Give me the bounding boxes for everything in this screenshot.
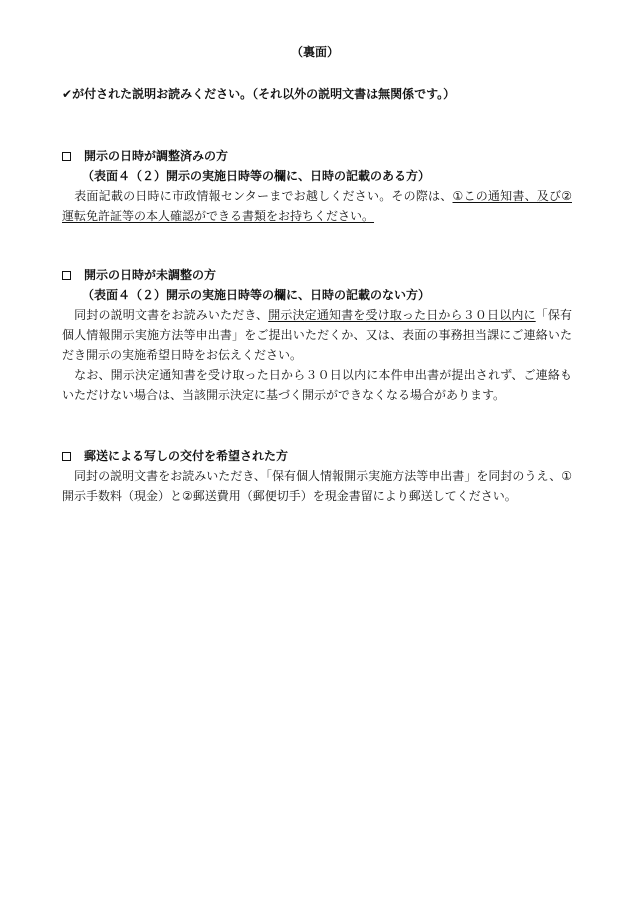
section-heading-text: 郵送による写しの交付を希望された方 [84, 449, 289, 463]
section-paragraph [62, 186, 572, 226]
section-schedule-not-arranged [62, 265, 572, 405]
section-heading [62, 146, 572, 166]
section-paragraph: なお、開示決定通知書を受け取った日から３０日以内に本件申出書が提出されず、ご連絡もいただけない場合は、当該開示決定に基づく開示ができなくなる場合があります。 [62, 368, 572, 402]
underlined-text: 開示決定通知書を受け取った日から３０日以内に [268, 308, 536, 322]
checkmark-icon: ✔ [62, 87, 73, 101]
underlined-text: ①この通知書、及び②運転免許証等の本人確認ができる書類をお持ちください。 [62, 189, 572, 223]
section-subheading: （表面４（２）開示の実施日時等の欄に、日時の記載のない方） [82, 288, 431, 302]
section-heading [62, 265, 572, 285]
section-copy-by-mail [62, 446, 572, 506]
checkbox-icon [62, 152, 71, 161]
paragraph-text: 同封の説明文書をお読みいただき、 [62, 308, 269, 322]
intro-text: が付された説明お読みください。（それ以外の説明文書は無関係です。） [72, 87, 456, 101]
section-paragraph: 同封の説明文書をお読みいただき、「保有個人情報開示実施方法等申出書」を同封のうえ、①開示手数料（現金）と②郵送費用（郵便切手）を現金書留により郵送してください。 [62, 469, 572, 503]
paragraph-text: 「保有個人情報開示実施方法等申出書」をご提出いただくか、又は、表面の事務担当課にご連絡いただき開示の実施希望日時をお伝えください。 [62, 308, 572, 362]
section-subheading: （表面４（２）開示の実施日時等の欄に、日時の記載のある方） [82, 169, 431, 183]
section-heading [62, 446, 572, 466]
checkbox-icon [62, 452, 71, 461]
back-side-title: （裏面） [290, 45, 339, 59]
paragraph-text: 表面記載の日時に市政情報センターまでお越しください。その際は、 [62, 189, 453, 203]
section-heading-text: 開示の日時が未調整の方 [84, 268, 217, 282]
section-heading-text: 開示の日時が調整済みの方 [84, 149, 229, 163]
intro-instruction [62, 84, 582, 104]
checkbox-icon [62, 271, 71, 280]
section-paragraph [62, 305, 572, 365]
section-schedule-arranged [62, 146, 572, 226]
